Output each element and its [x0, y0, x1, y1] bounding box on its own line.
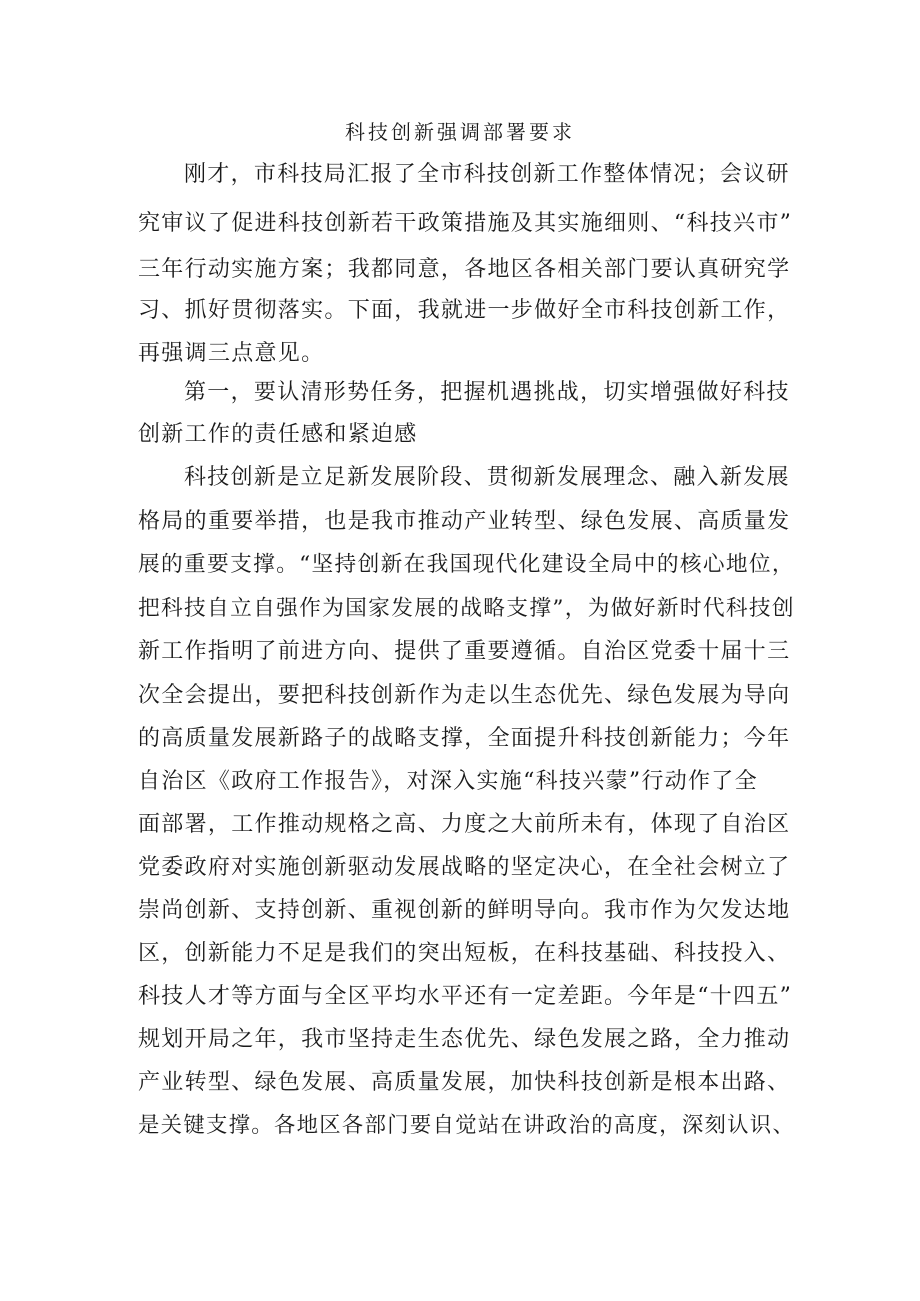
- paragraph-line: 究审议了促进科技创新若干政策措施及其实施细则、“科技兴市”: [138, 211, 793, 236]
- paragraph-line: 习、抓好贯彻落实。下面，我就进一步做好全市科技创新工作，: [138, 298, 791, 323]
- heading-line: 创新工作的责任感和紧迫感: [138, 422, 418, 447]
- document-title: 科技创新强调部署要求: [345, 120, 575, 144]
- paragraph-line: 自治区《政府工作报告》，对深入实施“科技兴蒙”行动作了全: [138, 769, 758, 794]
- paragraph-line: 规划开局之年，我市坚持走生态优先、绿色发展之路，全力推动: [138, 1027, 791, 1052]
- paragraph-line: 展的重要支撑。“坚持创新在我国现代化建设全局中的核心地位，: [138, 552, 795, 577]
- paragraph-line: 三年行动实施方案；我都同意，各地区各相关部门要认真研究学: [138, 257, 791, 282]
- paragraph-line: 把科技自立自强作为国家发展的战略支撑”，为做好新时代科技创: [138, 596, 795, 621]
- paragraph-line: 再强调三点意见。: [138, 341, 325, 366]
- paragraph-line: 科技创新是立足新发展阶段、贯彻新发展理念、融入新发展: [184, 465, 790, 490]
- paragraph-line: 新工作指明了前进方向、提供了重要遵循。自治区党委十届十三: [138, 639, 791, 664]
- paragraph-line: 科技人才等方面与全区平均水平还有一定差距。今年是“十四五”: [138, 984, 793, 1009]
- paragraph-line: 党委政府对实施创新驱动发展战略的坚定决心，在全社会树立了: [138, 855, 791, 880]
- paragraph-line: 次全会提出，要把科技创新作为走以生态优先、绿色发展为导向: [138, 683, 791, 708]
- paragraph-line: 产业转型、绿色发展、高质量发展，加快科技创新是根本出路、: [138, 1070, 791, 1095]
- paragraph-line: 面部署，工作推动规格之高、力度之大前所未有，体现了自治区: [138, 812, 791, 837]
- heading-line: 第一，要认清形势任务，把握机遇挑战，切实增强做好科技: [184, 380, 790, 405]
- paragraph-line: 格局的重要举措，也是我市推动产业转型、绿色发展、高质量发: [138, 509, 791, 534]
- paragraph-line: 区，创新能力不足是我们的突出短板，在科技基础、科技投入、: [138, 941, 791, 966]
- paragraph-line: 崇尚创新、支持创新、重视创新的鲜明导向。我市作为欠发达地: [138, 898, 791, 923]
- paragraph-line: 刚才，市科技局汇报了全市科技创新工作整体情况；会议研: [184, 162, 790, 187]
- paragraph-line: 的高质量发展新路子的战略支撑，全面提升科技创新能力；今年: [138, 726, 791, 751]
- paragraph-line: 是关键支撑。各地区各部门要自觉站在讲政治的高度，深刻认识、: [138, 1113, 796, 1138]
